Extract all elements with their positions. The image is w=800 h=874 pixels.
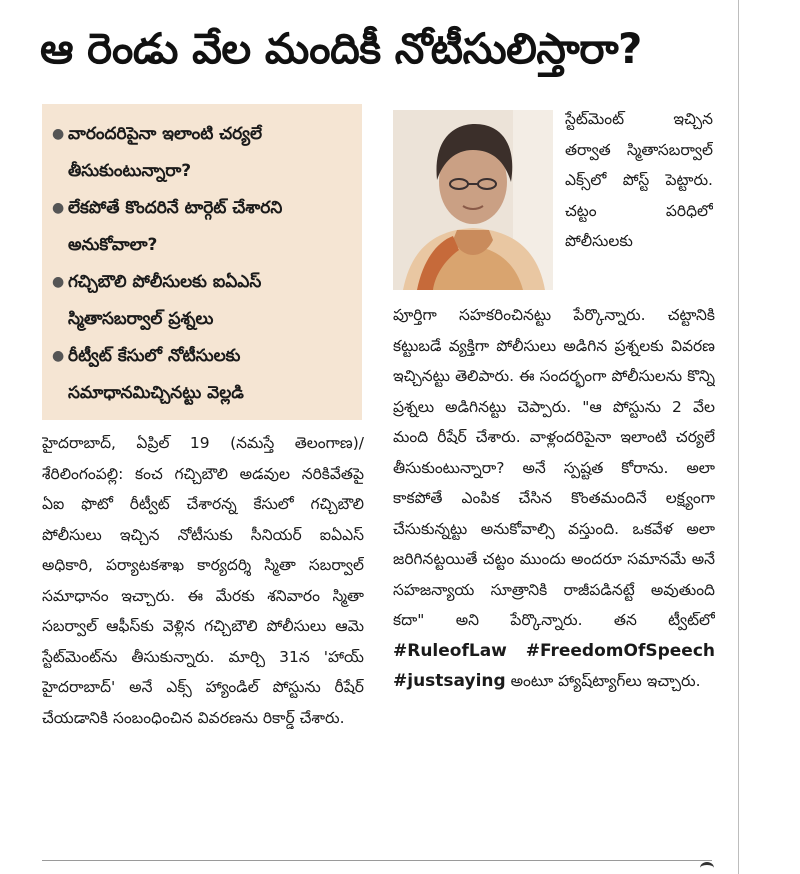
hashtags: #RuleofLaw #FreedomOfSpeech #justsaying (393, 640, 715, 691)
highlight-item (52, 264, 354, 338)
bullet-icon: ● (52, 274, 65, 290)
highlight-text: వారందరిపైనా ఇలాంటి చర్యలే తీసుకుంటున్నారా? (68, 124, 263, 181)
portrait-illustration (393, 110, 553, 290)
bullet-icon: ● (52, 200, 65, 216)
highlight-text: లేకపోతే కొందరినే టార్గెట్ చేశారని అనుకోవాలా? (68, 198, 283, 255)
highlight-text: గచ్చిబౌలి పోలీసులకు ఐఏఎస్ స్మితాసబర్వాల్ ప్రశ్నలు (68, 272, 262, 329)
article-body-right (393, 300, 715, 852)
highlight-item (52, 190, 354, 264)
portrait-photo (393, 110, 553, 290)
article-body-beside-photo: స్టేట్‌మెంట్ ఇచ్చిన తర్వాత స్మితాసబర్వాల్ ఎక్స్‌లో పోస్ట్ పెట్టారు. చట్టం పరిధిలో పోలీసులకు (565, 110, 713, 250)
article-body-left: హైదరాబాద్, ఏప్రిల్ 19 (నమస్తే తెలంగాణ)/శేరిలింగంపల్లి: కంచ గచ్చిబౌలి అడవుల నరికివేతపై ఏఐ ఫొటో రీట్వీట్ చేశారన్న కేసులో గచ్చిబౌలి పోలీసులు ఇచ్చిన నోటీసుకు సీనియర్ ఐఏఎస్ అధికారి, పర్యాటకశాఖ కార్యదర్శి స్మితా సబర్వాల్ సమాధానం ఇచ్చారు. ఈ మేరకు శనివారం స్మితా సబర్వాల్ ఆఫీస్‌కు వెళ్లిన గచ్చిబౌలి పోలీసులు ఆమె స్టేట్‌మెంట్‌ను తీసుకున్నారు. మార్చి 31న 'హాయ్ హైదరాబాద్' అనే ఎక్స్ హ్యాండిల్ పోస్టును రీషేర్ చేయడానికి సంబంధించిన వివరణను రికార్డ్ చేశారు. (42, 434, 364, 727)
headline: ఆ రెండు వేల మందికీ నోటీసులిస్తారా? (40, 24, 642, 73)
column-divider (738, 0, 739, 874)
article-body-right-end: అంటూ హ్యాష్‌ట్యాగ్‌లు ఇచ్చారు. (510, 672, 701, 690)
bullet-icon: ● (52, 348, 65, 364)
highlight-item (52, 116, 354, 190)
highlight-text: రీట్వీట్ కేసులో నోటీసులకు సమాధానమిచ్చినట్టు వెల్లడి (68, 346, 244, 403)
page-curl-icon (700, 862, 714, 874)
bottom-divider (42, 860, 712, 861)
highlights-box (42, 104, 362, 420)
highlight-item (52, 338, 354, 412)
bullet-icon: ● (52, 126, 65, 142)
article-body-right-text: పూర్తిగా సహకరించినట్టు పేర్కొన్నారు. చట్టానికి కట్టుబడే వ్యక్తిగా పోలీసులు అడిగిన ప్రశ్నలకు వివరణ ఇచ్చినట్టు తెలిపారు. ఈ సందర్భంగా పోలీసులను కొన్ని ప్రశ్నలు అడిగినట్టు చెప్పారు. "ఆ పోస్టును 2 వేల మంది రీషేర్ చేశారు. వాళ్లందరిపైనా ఇలాంటి చర్యలే తీసుకుంటున్నారా? అనే స్పష్టత కోరాను. అలా కాకపోతే ఎంపిక చేసిన కొంతమందినే లక్ష్యంగా చేసుకున్నట్టు అనుకోవాల్సి వస్తుంది. ఒకవేళ అలా జరిగినట్టయితే చట్టం ముందు అందరూ సమానమే అనే సహజన్యాయ సూత్రానికి రాజీపడినట్టే అవుతుంది కదా" అని పేర్కొన్నారు. తన ట్వీట్‌లో (393, 306, 715, 629)
